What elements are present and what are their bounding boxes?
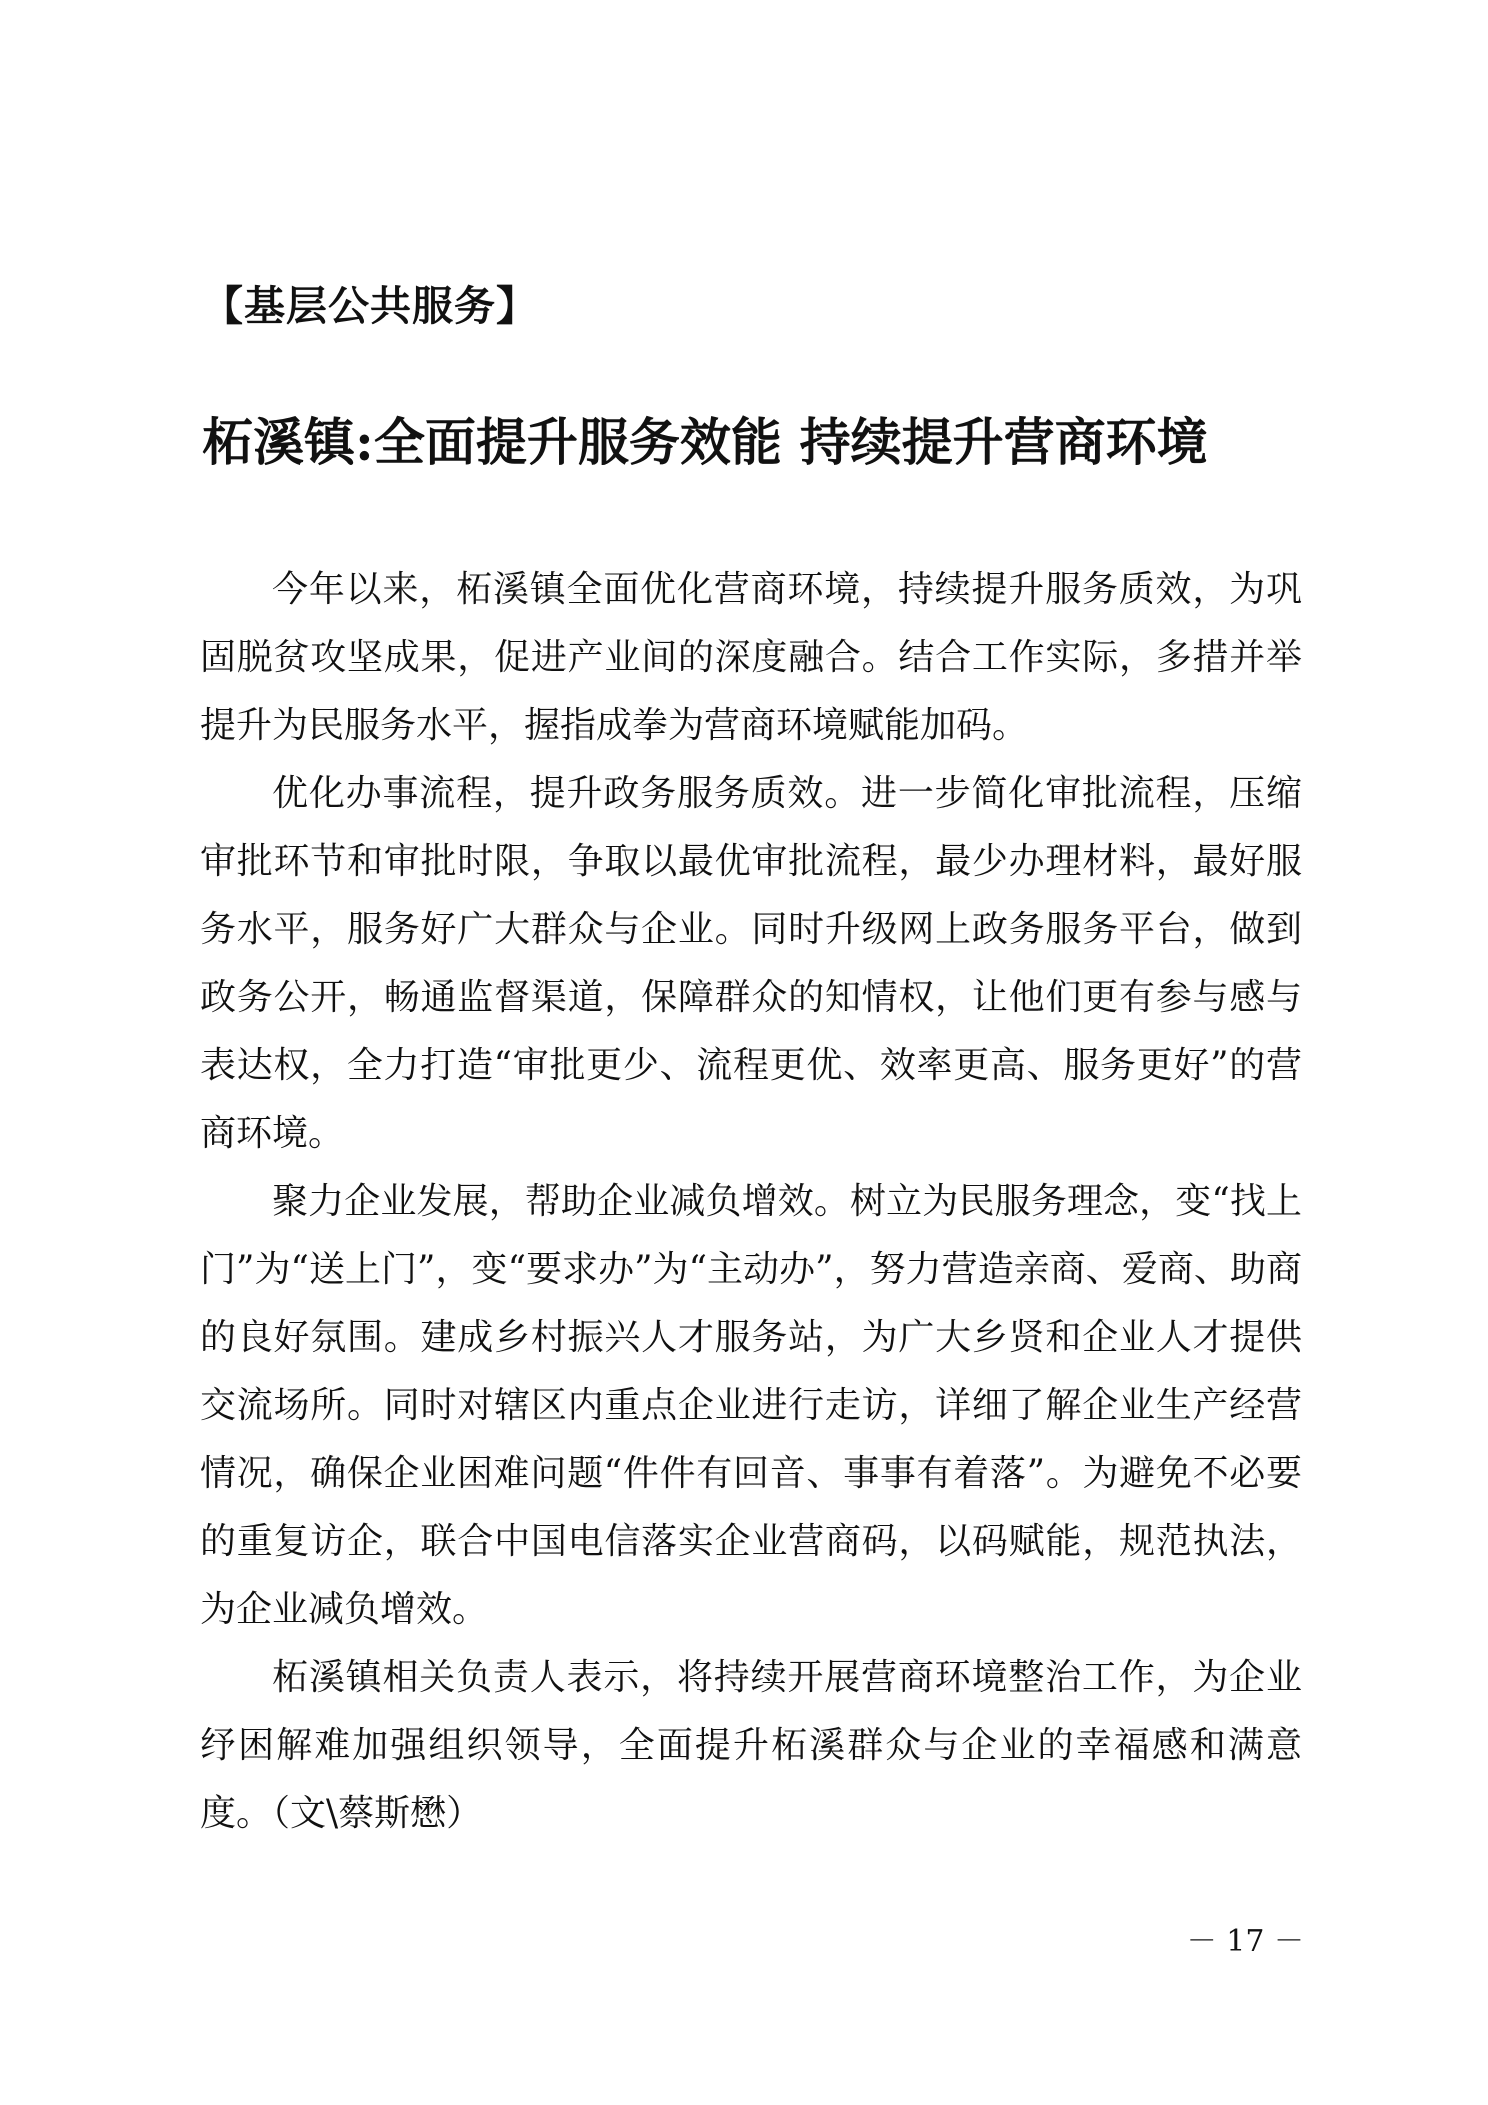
paragraph-enterprise: 聚力企业发展，帮助企业减负增效。树立为民服务理念，变“找上门”为“送上门”，变“要求办”为“主动办”，努力营造亲商、爱商、助商的良好氛围。建成乡村振兴人才服务站，为广大乡贤和企业人才提供交流场所。同时对辖区内重点企业进行走访，详细了解企业生产经营情况，确保企业困难问题“件件有回音、事事有着落”。为避免不必要的重复访企，联合中国电信落实企业营商码，以码赋能，规范执法，为企业减负增效。 (200, 1181, 1302, 1630)
paragraph-intro: 今年以来，柘溪镇全面优化营商环境，持续提升服务质效，为巩固脱贫攻坚成果，促进产业间的深度融合。结合工作实际，多措并举提升为民服务水平，握指成拳为营商环境赋能加码。 (200, 569, 1302, 746)
article-title: 柘溪镇:全面提升服务效能 持续提升营商环境 (202, 413, 1208, 473)
article-body (200, 556, 1302, 1848)
page-number: － 17 － (1186, 1924, 1304, 1959)
paragraph-process: 优化办事流程，提升政务服务质效。进一步简化审批流程，压缩审批环节和审批时限，争取以最优审批流程，最少办理材料，最好服务水平，服务好广大群众与企业。同时升级网上政务服务平台，做到政务公开，畅通监督渠道，保障群众的知情权，让他们更有参与感与表达权，全力打造“审批更少、流程更优、效率更高、服务更好”的营商环境。 (200, 773, 1302, 1154)
section-tag: 【基层公共服务】 (202, 282, 538, 330)
paragraph-closing: 柘溪镇相关负责人表示，将持续开展营商环境整治工作，为企业纾困解难加强组织领导，全面提升柘溪群众与企业的幸福感和满意度。（文\蔡斯懋） (200, 1657, 1302, 1834)
